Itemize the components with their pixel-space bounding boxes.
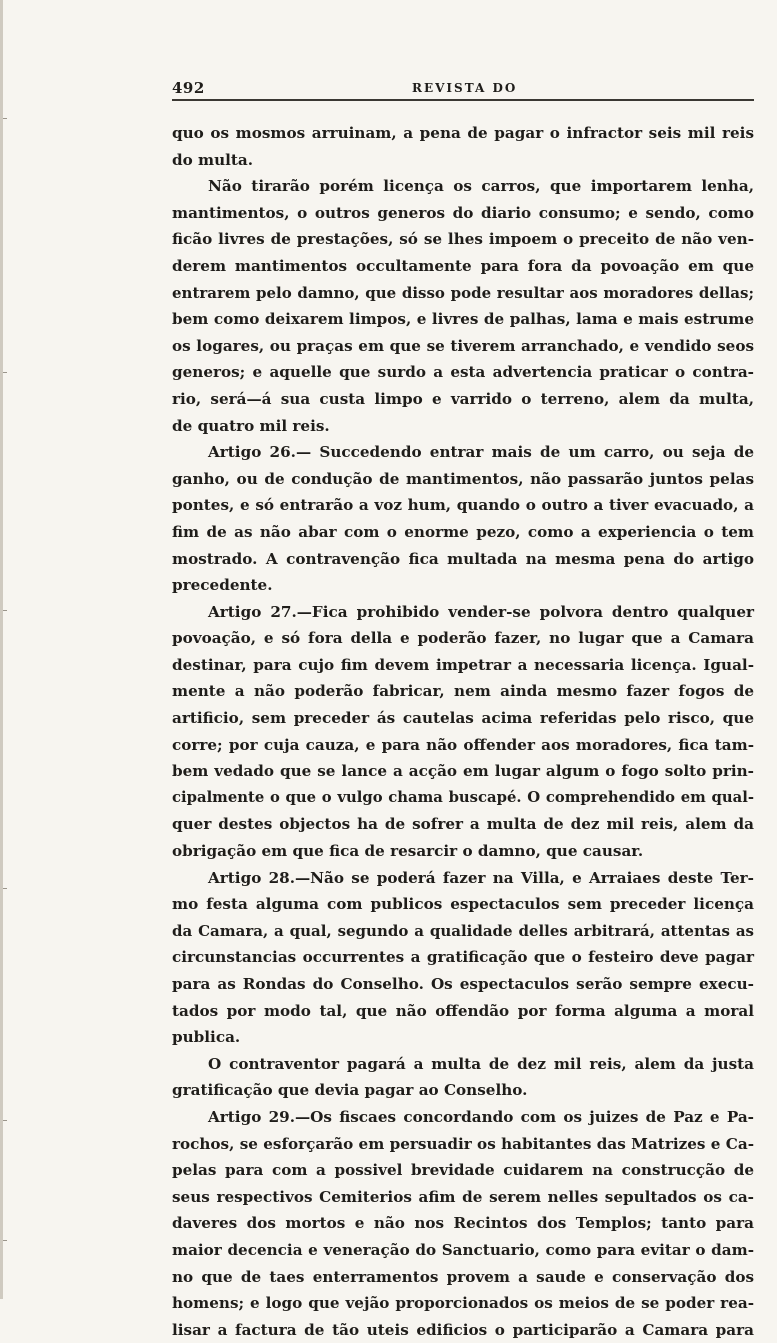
text-line: precedente. bbox=[172, 576, 273, 595]
text-line: obrigação em que fica de resarcir o damno, que causar. bbox=[172, 842, 644, 861]
text-line: rio, será—á sua custa limpo e varrido o terreno, alem da multa, bbox=[172, 389, 754, 408]
text-line: bem como deixarem limpos, e livres de palhas, lama e mais estrume bbox=[172, 310, 754, 329]
text-line: no que de taes enterramentos provem a saude e conservação dos bbox=[172, 1267, 754, 1286]
text-line: derem mantimentos occultamente para fora da povoação em que bbox=[172, 256, 754, 275]
text-line: do multa. bbox=[172, 150, 254, 169]
page-number: 492 bbox=[172, 79, 205, 97]
body-text bbox=[172, 120, 754, 1343]
text-line: circunstancias occurrentes a gratificação que o festeiro deve pagar bbox=[172, 948, 754, 967]
text-line: para as Rondas do Conselho. Os espectaculos serão sempre execu- bbox=[172, 975, 754, 993]
text-line: publica. bbox=[172, 1028, 241, 1047]
text-line: os logares, ou praças em que se tiverem arranchado, e vendido seos bbox=[172, 336, 754, 355]
text-line: de quatro mil reis. bbox=[172, 416, 330, 435]
running-head: REVISTA DO bbox=[412, 81, 518, 95]
text-line: mostrado. A contravenção fica multada na mesma pena do artigo bbox=[172, 549, 754, 568]
text-line: povoação, e só fora della e poderão fazer, no lugar que a Camara bbox=[172, 629, 754, 648]
text-line: Não tirarão porém licença os carros, que importarem lenha, bbox=[208, 177, 754, 196]
text-line: quer destes objectos ha de sofrer a multa de dez mil reis, alem da bbox=[172, 815, 754, 834]
text-line: destinar, para cujo fim devem impetrar a necessaria licença. Igual- bbox=[172, 655, 754, 674]
text-line: quo os mosmos arruinam, a pena de pagar o infractor seis mil reis bbox=[172, 124, 754, 142]
text-line: Artigo 26.— Succedendo entrar mais de um carro, ou seja de bbox=[208, 443, 754, 462]
text-line: seus respectivos Cemiterios afim de serem nelles sepultados os ca- bbox=[172, 1187, 754, 1206]
text-line: daveres dos mortos e não nos Recintos dos Templos; tanto para bbox=[172, 1214, 754, 1233]
margin-mark bbox=[3, 888, 7, 889]
text-line: Artigo 29.—Os fiscaes concordando com os juizes de Paz e Pa- bbox=[208, 1107, 754, 1126]
text-line: pelas para com a possivel brevidade cuidarem na construcção de bbox=[172, 1161, 754, 1180]
text-line: Artigo 27.—Fica prohibido vender-se polvora dentro qualquer bbox=[208, 602, 754, 621]
margin-mark bbox=[3, 610, 7, 611]
margin-mark bbox=[3, 1120, 7, 1121]
text-line: entrarem pelo damno, que disso pode resultar aos moradores dellas; bbox=[172, 283, 754, 302]
text-line: tados por modo tal, que não offendão por forma alguma a moral bbox=[172, 1001, 754, 1020]
text-line: rochos, se esforçarão em persuadir os habitantes das Matrizes e Ca- bbox=[172, 1134, 754, 1153]
text-line: fim de as não abar com o enorme pezo, como a experiencia o tem bbox=[172, 522, 754, 541]
text-line: artificio, sem preceder ás cautelas acima referidas pelo risco, que bbox=[172, 709, 754, 728]
text-line: mente a não poderão fabricar, nem ainda mesmo fazer fogos de bbox=[172, 682, 754, 701]
margin-mark bbox=[3, 372, 7, 373]
text-line: ficão livres de prestações, só se lhes impoem o preceito de não ven- bbox=[172, 230, 754, 249]
text-line: bem vedado que se lance a acção em lugar algum o fogo solto prin- bbox=[172, 762, 754, 781]
text-line: maior decencia e veneração do Sanctuario, como para evitar o dam- bbox=[172, 1240, 754, 1259]
text-line: homens; e logo que vejão proporcionados os meios de se poder rea- bbox=[172, 1294, 754, 1313]
text-line: generos; e aquelle que surdo a esta advertencia praticar o contra- bbox=[172, 363, 754, 382]
page-left-edge bbox=[0, 0, 3, 1299]
text-line: mantimentos, o outros generos do diario consumo; e sendo, como bbox=[172, 203, 754, 222]
text-line: lisar a factura de tão uteis edificios o participarão a Camara para bbox=[172, 1320, 754, 1339]
text-line: ganho, ou de condução de mantimentos, não passarão juntos pelas bbox=[172, 469, 754, 488]
header-rule bbox=[172, 99, 754, 101]
margin-mark bbox=[3, 118, 7, 119]
text-line: O contraventor pagará a multa de dez mil reis, alem da justa bbox=[208, 1054, 754, 1073]
text-line: corre; por cuja cauza, e para não offender aos moradores, fica tam- bbox=[172, 735, 754, 754]
text-line: Artigo 28.—Não se poderá fazer na Villa, e Arraiaes deste Ter- bbox=[208, 868, 754, 887]
text-line: cipalmente o que o vulgo chama buscapé. O comprehendido em qual- bbox=[172, 788, 754, 806]
text-line: gratificação que devia pagar ao Conselho. bbox=[172, 1081, 528, 1100]
text-line: da Camara, a qual, segundo a qualidade delles arbitrará, attentas as bbox=[172, 921, 754, 940]
margin-mark bbox=[3, 1240, 7, 1241]
text-line: pontes, e só entrarão a voz hum, quando o outro a tiver evacuado, a bbox=[172, 496, 754, 515]
text-line: mo festa alguma com publicos espectaculos sem preceder licença bbox=[172, 895, 754, 914]
